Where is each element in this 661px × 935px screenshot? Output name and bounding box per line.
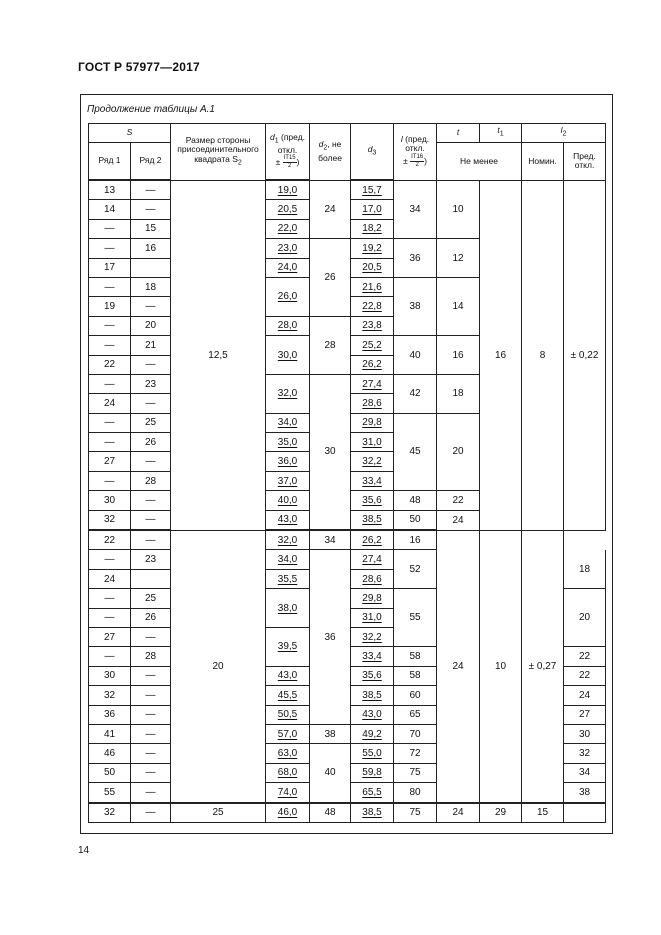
table-cell: 65,5 (351, 783, 394, 803)
table-cell: — (89, 374, 131, 393)
table-cell: 34 (564, 763, 606, 782)
header-d1: $d_1$ (пред. откл. ± $\frac{IT15}{2}$ ) (266, 124, 310, 181)
table-cell: 26 (131, 433, 171, 452)
table-caption: Продолжение таблицы А.1 (87, 104, 215, 115)
table-cell: 36 (89, 705, 131, 724)
table-cell: 18 (564, 550, 606, 589)
header-d3: $d_3$ (351, 124, 394, 181)
table-cell: — (89, 433, 131, 452)
table-cell: 10 (480, 530, 522, 802)
table-row (89, 803, 606, 823)
table-cell: — (131, 666, 171, 685)
dimensions-table (88, 123, 606, 823)
table-cell: 45 (394, 413, 437, 491)
table-cell: 8 (522, 180, 564, 530)
table-cell: 30 (310, 374, 351, 530)
table-cell: — (89, 277, 131, 296)
table-cell: 21 (131, 336, 171, 355)
table-cell: — (89, 413, 131, 432)
table-cell: 32,2 (351, 452, 394, 471)
table-cell: 33,4 (351, 471, 394, 490)
table-cell: 40 (310, 744, 351, 803)
table-cell: 22 (89, 530, 131, 550)
table-cell: 27,4 (351, 550, 394, 569)
table-cell: 46,0 (266, 803, 310, 823)
table-cell: 15,7 (351, 180, 394, 200)
group-20 (89, 530, 606, 802)
table-cell: 38,5 (351, 686, 394, 705)
table-cell: 26,2 (351, 530, 394, 550)
table-cell: — (131, 627, 171, 646)
table-cell: 28 (310, 316, 351, 374)
table-cell: 60 (394, 686, 437, 705)
table-cell (131, 569, 171, 588)
table-cell: 40,0 (266, 491, 310, 510)
header-row1: Ряд 1 (89, 143, 131, 181)
table-cell: 31,0 (351, 433, 394, 452)
table-cell: 30 (564, 724, 606, 743)
table-cell: 27 (564, 705, 606, 724)
table-cell: 21,6 (351, 277, 394, 296)
table-cell: 32,0 (266, 374, 310, 413)
header-tol: Пред. откл. (564, 143, 606, 181)
table-cell: 24 (564, 686, 606, 705)
table-cell: 30,0 (266, 336, 310, 375)
table-cell: 25 (131, 589, 171, 608)
table-row (89, 180, 606, 200)
table-cell: 80 (394, 783, 437, 803)
table-cell: 35,5 (266, 569, 310, 588)
table-cell: 26 (131, 608, 171, 627)
table-cell: 20 (437, 413, 480, 491)
table-cell: 24,0 (266, 258, 310, 277)
table-cell: 50,5 (266, 705, 310, 724)
table-cell: — (131, 763, 171, 782)
table-cell: 55,0 (351, 744, 394, 763)
table-cell: 28 (131, 647, 171, 666)
table-cell: 35,6 (351, 666, 394, 685)
table-cell: — (131, 394, 171, 413)
table-cell: 16 (437, 336, 480, 375)
table-cell: 36 (394, 239, 437, 278)
table-cell: — (131, 297, 171, 316)
table-cell: 43,0 (351, 705, 394, 724)
table-cell: 34,0 (266, 413, 310, 432)
table-cell: 41 (89, 724, 131, 743)
table-cell: 27 (89, 452, 131, 471)
table-cell: — (89, 316, 131, 335)
table-cell: 17 (89, 258, 131, 277)
table-cell: — (131, 530, 171, 550)
table-cell: 23,0 (266, 239, 310, 258)
table-cell: 42 (394, 374, 437, 413)
table-cell: 45,5 (266, 686, 310, 705)
table-cell: 17,0 (351, 200, 394, 219)
table-cell: — (131, 724, 171, 743)
table-cell: 15 (522, 803, 564, 823)
table-cell: 32 (89, 803, 131, 823)
table-cell: 28 (131, 471, 171, 490)
table-cell: 24 (89, 394, 131, 413)
table-cell: 28,6 (351, 569, 394, 588)
table-cell: 20 (564, 589, 606, 647)
table-cell: — (131, 783, 171, 803)
table-cell: 22 (564, 666, 606, 685)
header-s: S (89, 124, 171, 143)
table-cell: 36 (310, 550, 351, 725)
group-12-5 (89, 180, 606, 530)
table-cell: 68,0 (266, 763, 310, 782)
table-cell: 37,0 (266, 471, 310, 490)
table-cell: — (89, 471, 131, 490)
table-row (89, 530, 606, 550)
table-cell: 65 (394, 705, 437, 724)
table-cell: 50 (89, 763, 131, 782)
table-cell: — (89, 550, 131, 569)
table-cell: 24 (89, 569, 131, 588)
table-cell: 18,2 (351, 219, 394, 238)
table-cell: — (89, 239, 131, 258)
square-side-cell: 12,5 (171, 180, 266, 530)
table-cell: 38,5 (351, 803, 394, 823)
table-cell: ± 0,27 (522, 530, 564, 802)
header-l: l (пред. откл. ± $\frac{IT16}{2}$ ) (394, 124, 437, 181)
table-cell (564, 803, 606, 823)
table-cell: 32,2 (351, 627, 394, 646)
table-cell: 10 (437, 180, 480, 239)
table-cell: 18 (437, 374, 480, 413)
table-cell: 19 (89, 297, 131, 316)
header-t: t (437, 124, 480, 143)
header-row2: Ряд 2 (131, 143, 171, 181)
table-cell: 48 (310, 803, 351, 823)
table-cell: 30 (89, 666, 131, 685)
table-cell: 15 (131, 219, 171, 238)
table-cell: — (131, 180, 171, 200)
table-cell: 55 (394, 589, 437, 647)
table-cell: 48 (394, 491, 437, 510)
table-cell: — (131, 705, 171, 724)
table-cell: 24 (437, 530, 480, 802)
table-cell: 20,5 (266, 200, 310, 219)
table-cell: 16 (131, 239, 171, 258)
table-cell: 40 (394, 336, 437, 375)
table-cell: ± 0,22 (564, 180, 606, 530)
table-cell: 74,0 (266, 783, 310, 803)
table-cell: 43,0 (266, 666, 310, 685)
square-side-cell: 20 (171, 530, 266, 802)
table-cell: 27 (89, 627, 131, 646)
table-cell: — (131, 510, 171, 530)
table-cell: 22 (437, 491, 480, 510)
table-cell: 49,2 (351, 724, 394, 743)
table-cell: 34,0 (266, 550, 310, 569)
table-cell: 20,5 (351, 258, 394, 277)
table-cell: 22,8 (351, 297, 394, 316)
table-cell: 36,0 (266, 452, 310, 471)
table-cell: 75 (394, 803, 437, 823)
square-side-cell: 25 (171, 803, 266, 823)
table-cell: — (131, 452, 171, 471)
table-cell: 26,0 (266, 277, 310, 316)
table-cell: 55 (89, 783, 131, 803)
table-cell: 27,4 (351, 374, 394, 393)
table-cell: 32 (89, 686, 131, 705)
table-cell: — (131, 744, 171, 763)
table-cell: 31,0 (351, 608, 394, 627)
table-cell: 25 (131, 413, 171, 432)
table-cell: 22 (89, 355, 131, 374)
page-number: 14 (78, 845, 90, 856)
table-cell: 46 (89, 744, 131, 763)
table-cell: 19,0 (266, 180, 310, 200)
table-cell: 23 (131, 374, 171, 393)
table-cell: 34 (310, 530, 351, 550)
table-cell: 58 (394, 666, 437, 685)
table-cell: 29 (480, 803, 522, 823)
table-cell (131, 258, 171, 277)
table-cell: 29,8 (351, 413, 394, 432)
table-cell: 24 (437, 803, 480, 823)
table-cell: — (131, 200, 171, 219)
table-cell: 72 (394, 744, 437, 763)
table-cell: 25,2 (351, 336, 394, 355)
table-cell: — (131, 355, 171, 374)
header-d2: $d_2$, не более (310, 124, 351, 181)
table-cell: 43,0 (266, 510, 310, 530)
table-cell: 32,0 (266, 530, 310, 550)
table-cell: 59,8 (351, 763, 394, 782)
table-cell: 50 (394, 510, 437, 530)
table-cell: 22 (564, 647, 606, 666)
table-cell: 63,0 (266, 744, 310, 763)
header-t1: $t_1$ (480, 124, 522, 143)
table-cell: 34 (394, 180, 437, 239)
document-title: ГОСТ Р 57977—2017 (78, 60, 200, 74)
table-cell: 35,6 (351, 491, 394, 510)
table-cell: 20 (131, 316, 171, 335)
table-cell: 22,0 (266, 219, 310, 238)
table-cell: — (131, 686, 171, 705)
table-cell: 23 (131, 550, 171, 569)
table-cell: 32 (564, 744, 606, 763)
table-cell: 33,4 (351, 647, 394, 666)
table-cell: 18 (131, 277, 171, 296)
header-row-1 (89, 124, 606, 143)
table-cell: 24 (437, 510, 480, 530)
table-cell: 57,0 (266, 724, 310, 743)
table-cell: 38,5 (351, 510, 394, 530)
table-cell: 24 (310, 180, 351, 239)
table-cell: 19,2 (351, 239, 394, 258)
table-cell: — (89, 608, 131, 627)
table-cell: 28,6 (351, 394, 394, 413)
table-cell: 14 (89, 200, 131, 219)
table-cell: 38 (564, 783, 606, 803)
table-cell: 52 (394, 550, 437, 589)
table-cell: — (131, 491, 171, 510)
table-cell: 30 (89, 491, 131, 510)
table-cell: 32 (89, 510, 131, 530)
table-cell: 29,8 (351, 589, 394, 608)
table-cell: — (131, 803, 171, 823)
table-cell: 26 (310, 239, 351, 317)
table-cell: 58 (394, 647, 437, 666)
table-cell: 14 (437, 277, 480, 335)
table-cell: 16 (480, 180, 522, 530)
table-cell: 35,0 (266, 433, 310, 452)
header-nomin: Номин. (522, 143, 564, 181)
table-cell: 38,0 (266, 589, 310, 628)
table-cell: 13 (89, 180, 131, 200)
table-cell: 38 (310, 724, 351, 743)
table-cell: 38 (394, 277, 437, 335)
table-cell: 28,0 (266, 316, 310, 335)
table-cell: 26,2 (351, 355, 394, 374)
table-cell: — (89, 647, 131, 666)
header-square-side: Размер стороны присоединительного квадрата $S_2$ (171, 124, 266, 181)
table-cell: 39,5 (266, 627, 310, 666)
table-cell: — (89, 336, 131, 355)
header-l2: $l_2$ (522, 124, 606, 143)
table-cell: 23,8 (351, 316, 394, 335)
table-cell: 12 (437, 239, 480, 278)
table-cell: — (89, 589, 131, 608)
table-cell: 16 (394, 530, 437, 550)
header-not-less: Не менее (437, 143, 522, 181)
table-cell: — (89, 219, 131, 238)
table-cell: 70 (394, 724, 437, 743)
group-25 (89, 803, 606, 823)
table-cell: 75 (394, 763, 437, 782)
